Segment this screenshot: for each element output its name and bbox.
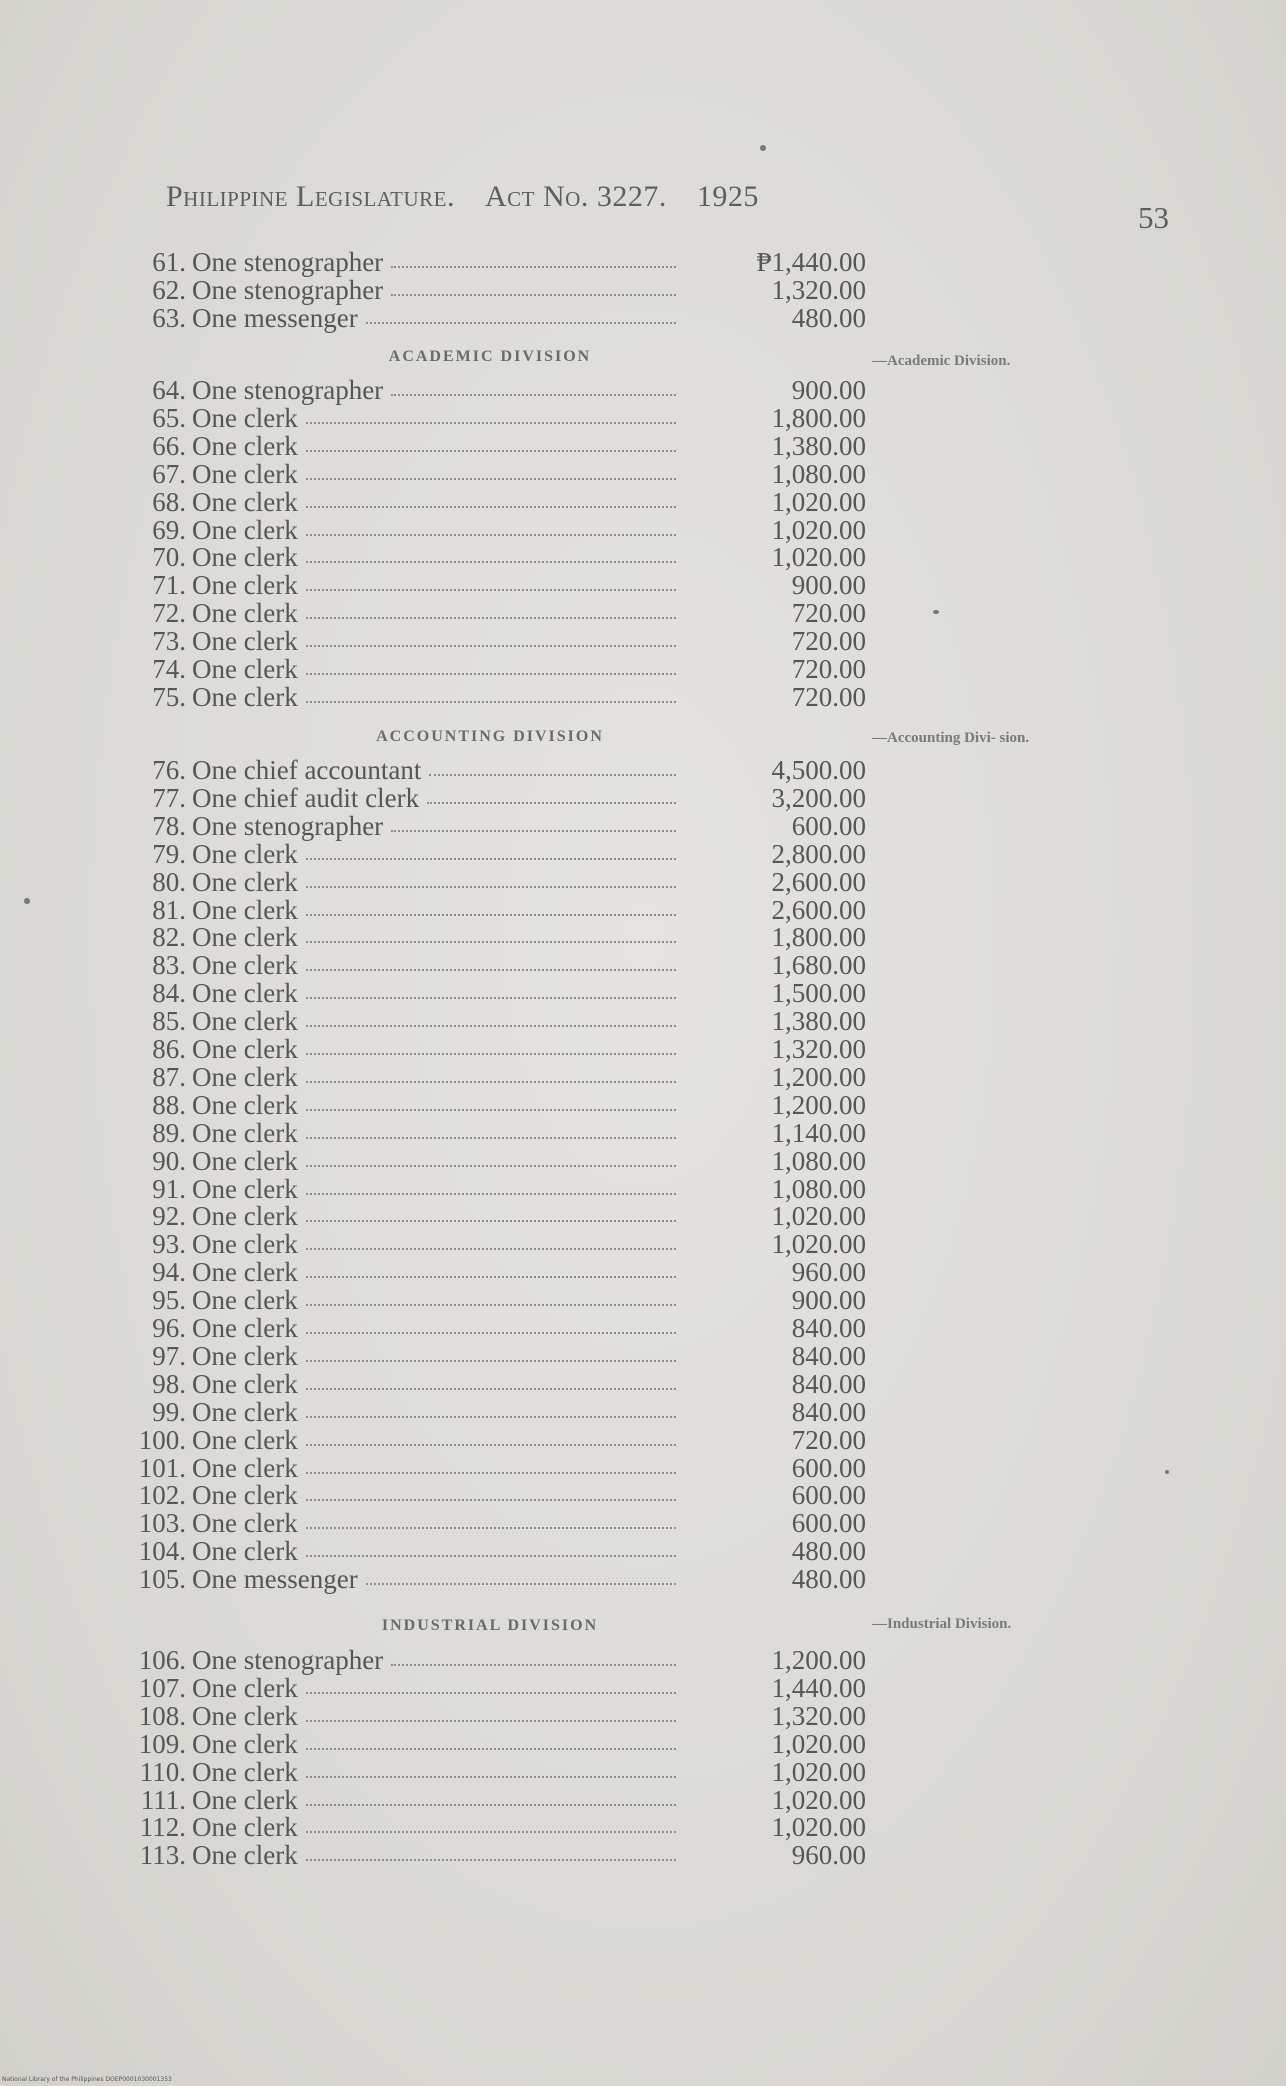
dot-leader (306, 422, 676, 424)
item-number: 98. (152, 1369, 186, 1399)
item-description: One chief audit clerk (192, 783, 420, 813)
dot-leader (306, 1527, 676, 1529)
item-description: One clerk (192, 431, 298, 461)
dot-leader (306, 1109, 676, 1111)
line-item (0, 1230, 900, 1258)
item-amount: 960.00 (791, 1840, 866, 1870)
header-year: 1925 (696, 180, 759, 213)
line-item (0, 516, 900, 544)
line-item (0, 1147, 900, 1175)
margin-note-industrial: —Industrial Division. (872, 1616, 1012, 1632)
item-number: 70. (152, 542, 186, 572)
item-description: One clerk (192, 1090, 298, 1120)
item-number: 83. (152, 950, 186, 980)
item-description: One clerk (192, 1369, 298, 1399)
dot-leader (306, 1748, 676, 1750)
item-amount: 480.00 (791, 303, 866, 333)
line-item (0, 1119, 900, 1147)
line-item (0, 1426, 900, 1454)
line-item (0, 655, 900, 683)
line-item (0, 1509, 900, 1537)
dot-leader (306, 1025, 676, 1027)
section-heading-accounting: ACCOUNTING DIVISION (376, 728, 604, 745)
line-item (0, 868, 900, 896)
item-amount: 1,020.00 (771, 1201, 866, 1231)
item-description: One messenger (192, 303, 358, 333)
item-number: 99. (152, 1397, 186, 1427)
item-description: One clerk (192, 682, 298, 712)
line-item (0, 599, 900, 627)
item-amount: 1,020.00 (771, 1729, 866, 1759)
item-amount: 840.00 (791, 1313, 866, 1343)
dot-leader (306, 1804, 676, 1806)
item-number: 87. (152, 1062, 186, 1092)
item-description: One clerk (192, 1425, 298, 1455)
item-description: One stenographer (192, 811, 384, 841)
line-item (0, 376, 900, 404)
dot-leader (306, 941, 676, 943)
line-item (0, 460, 900, 488)
item-amount: 720.00 (791, 682, 866, 712)
item-description: One clerk (192, 1146, 298, 1176)
line-item (0, 571, 900, 599)
item-description: One clerk (192, 1229, 298, 1259)
item-number: 63. (152, 303, 186, 333)
item-amount: 720.00 (791, 1425, 866, 1455)
item-description: One clerk (192, 515, 298, 545)
dot-leader (306, 589, 676, 591)
line-item (0, 1035, 900, 1063)
item-description: One clerk (192, 1118, 298, 1148)
line-item (0, 1702, 900, 1730)
line-item (0, 1646, 900, 1674)
item-number: 113. (139, 1840, 186, 1870)
item-description: One clerk (192, 1397, 298, 1427)
item-amount: 1,020.00 (771, 1229, 866, 1259)
line-item (0, 1370, 900, 1398)
item-number: 67. (152, 459, 186, 489)
item-description: One chief accountant (192, 755, 422, 785)
item-description: One clerk (192, 839, 298, 869)
dot-leader (306, 1165, 676, 1167)
dot-leader (306, 1193, 676, 1195)
line-item (0, 1454, 900, 1482)
item-amount: 1,380.00 (771, 1006, 866, 1036)
item-description: One clerk (192, 487, 298, 517)
item-amount: 900.00 (791, 375, 866, 405)
line-item (0, 404, 900, 432)
item-number: 112. (139, 1812, 186, 1842)
line-item (0, 1063, 900, 1091)
item-number: 91. (152, 1174, 186, 1204)
item-description: One clerk (192, 403, 298, 433)
line-item (0, 1565, 900, 1593)
dot-leader (306, 1276, 676, 1278)
item-amount: ₱1,440.00 (756, 247, 866, 277)
dot-leader (306, 969, 676, 971)
item-amount: 3,200.00 (771, 783, 866, 813)
dot-leader (306, 1081, 676, 1083)
item-description: One clerk (192, 1201, 298, 1231)
item-number: 82. (152, 922, 186, 952)
dot-leader (306, 701, 676, 703)
item-amount: 600.00 (791, 1480, 866, 1510)
margin-note-academic: —Academic Division. (872, 353, 1011, 369)
line-item (0, 1758, 900, 1786)
item-number: 73. (152, 626, 186, 656)
dust-speck (1165, 1470, 1169, 1474)
item-description: One clerk (192, 1062, 298, 1092)
item-amount: 900.00 (791, 1285, 866, 1315)
item-number: 101. (138, 1453, 186, 1483)
running-header (166, 180, 781, 214)
item-amount: 1,080.00 (771, 1174, 866, 1204)
dot-leader (306, 858, 676, 860)
item-description: One clerk (192, 1034, 298, 1064)
item-number: 111. (140, 1785, 186, 1815)
line-item (0, 896, 900, 924)
item-amount: 1,800.00 (771, 403, 866, 433)
item-amount: 1,200.00 (771, 1090, 866, 1120)
item-description: One clerk (192, 1508, 298, 1538)
item-amount: 840.00 (791, 1369, 866, 1399)
item-amount: 600.00 (791, 811, 866, 841)
line-item (0, 923, 900, 951)
item-number: 89. (152, 1118, 186, 1148)
item-description: One clerk (192, 1341, 298, 1371)
item-number: 104. (138, 1536, 186, 1566)
dot-leader (306, 1776, 676, 1778)
item-description: One clerk (192, 1812, 298, 1842)
scan-footer-tag: National Library of the Philippines DOEP0001030001353 (2, 2076, 172, 2083)
dot-leader (306, 1472, 676, 1474)
dot-leader (306, 534, 676, 536)
item-number: 79. (152, 839, 186, 869)
line-item (0, 1786, 900, 1814)
item-amount: 1,320.00 (771, 1701, 866, 1731)
dot-leader (391, 294, 676, 296)
dot-leader (306, 1555, 676, 1557)
dust-speck (933, 610, 939, 614)
item-description: One clerk (192, 1453, 298, 1483)
item-description: One clerk (192, 1840, 298, 1870)
item-description: One clerk (192, 922, 298, 952)
item-description: One clerk (192, 1673, 298, 1703)
item-number: 103. (138, 1508, 186, 1538)
dot-leader (306, 1332, 676, 1334)
item-number: 92. (152, 1201, 186, 1231)
item-amount: 1,320.00 (771, 1034, 866, 1064)
item-number: 100. (138, 1425, 186, 1455)
dot-leader (306, 645, 676, 647)
item-number: 95. (152, 1285, 186, 1315)
item-number: 65. (152, 403, 186, 433)
dot-leader (306, 1137, 676, 1139)
header-legislature: Philippine Legislature. (166, 180, 455, 213)
line-item (0, 756, 900, 784)
item-description: One clerk (192, 1480, 298, 1510)
item-number: 68. (152, 487, 186, 517)
item-number: 77. (152, 783, 186, 813)
item-number: 86. (152, 1034, 186, 1064)
item-number: 105. (138, 1564, 186, 1594)
item-amount: 900.00 (791, 570, 866, 600)
dot-leader (306, 1859, 676, 1861)
item-description: One clerk (192, 1313, 298, 1343)
line-item (0, 248, 900, 276)
item-description: One clerk (192, 459, 298, 489)
dot-leader (429, 774, 676, 776)
line-item (0, 1813, 900, 1841)
dot-leader (366, 322, 676, 324)
line-item (0, 1314, 900, 1342)
item-amount: 1,020.00 (771, 542, 866, 572)
item-description: One clerk (192, 1174, 298, 1204)
item-number: 97. (152, 1341, 186, 1371)
item-number: 84. (152, 978, 186, 1008)
item-number: 90. (152, 1146, 186, 1176)
item-number: 110. (139, 1757, 186, 1787)
line-item (0, 1202, 900, 1230)
dot-leader (427, 802, 676, 804)
item-number: 61. (152, 247, 186, 277)
dot-leader (306, 1416, 676, 1418)
line-item (0, 812, 900, 840)
item-amount: 2,800.00 (771, 839, 866, 869)
dot-leader (306, 1053, 676, 1055)
item-amount: 480.00 (791, 1536, 866, 1566)
item-amount: 1,200.00 (771, 1645, 866, 1675)
line-item (0, 683, 900, 711)
item-description: One clerk (192, 895, 298, 925)
item-amount: 1,020.00 (771, 487, 866, 517)
line-item (0, 1286, 900, 1314)
item-description: One clerk (192, 1257, 298, 1287)
page-number: 53 (1138, 200, 1169, 235)
dust-speck (760, 145, 766, 151)
line-item (0, 979, 900, 1007)
item-description: One clerk (192, 1701, 298, 1731)
item-number: 78. (152, 811, 186, 841)
item-amount: 1,020.00 (771, 515, 866, 545)
dot-leader (306, 450, 676, 452)
line-item (0, 432, 900, 460)
dot-leader (391, 394, 676, 396)
item-number: 62. (152, 275, 186, 305)
dot-leader (306, 1499, 676, 1501)
line-item (0, 784, 900, 812)
item-number: 96. (152, 1313, 186, 1343)
item-amount: 480.00 (791, 1564, 866, 1594)
item-amount: 1,140.00 (771, 1118, 866, 1148)
item-amount: 2,600.00 (771, 895, 866, 925)
item-description: One messenger (192, 1564, 358, 1594)
item-description: One clerk (192, 570, 298, 600)
dot-leader (306, 617, 676, 619)
item-number: 85. (152, 1006, 186, 1036)
item-amount: 1,020.00 (771, 1757, 866, 1787)
item-amount: 1,020.00 (771, 1812, 866, 1842)
item-amount: 1,680.00 (771, 950, 866, 980)
item-description: One clerk (192, 1729, 298, 1759)
item-description: One clerk (192, 626, 298, 656)
item-amount: 720.00 (791, 626, 866, 656)
dot-leader (306, 1220, 676, 1222)
dot-leader (306, 561, 676, 563)
line-item (0, 304, 900, 332)
item-description: One clerk (192, 598, 298, 628)
item-amount: 1,020.00 (771, 1785, 866, 1815)
item-number: 75. (152, 682, 186, 712)
dot-leader (306, 478, 676, 480)
dot-leader (306, 506, 676, 508)
item-amount: 2,600.00 (771, 867, 866, 897)
item-amount: 960.00 (791, 1257, 866, 1287)
item-description: One clerk (192, 1785, 298, 1815)
item-description: One stenographer (192, 375, 384, 405)
line-item (0, 1175, 900, 1203)
line-item (0, 488, 900, 516)
line-item (0, 543, 900, 571)
item-description: One clerk (192, 542, 298, 572)
item-description: One stenographer (192, 275, 384, 305)
item-number: 109. (138, 1729, 186, 1759)
dot-leader (306, 914, 676, 916)
line-item (0, 1398, 900, 1426)
dot-leader (306, 886, 676, 888)
item-amount: 1,440.00 (771, 1673, 866, 1703)
line-item (0, 1730, 900, 1758)
item-number: 93. (152, 1229, 186, 1259)
dot-leader (391, 1664, 676, 1666)
dot-leader (306, 1304, 676, 1306)
item-amount: 4,500.00 (771, 755, 866, 785)
margin-note-accounting: —Accounting Divi- sion. (872, 730, 1030, 746)
item-description: One stenographer (192, 1645, 384, 1675)
dot-leader (306, 1444, 676, 1446)
dot-leader (306, 1360, 676, 1362)
item-description: One clerk (192, 1285, 298, 1315)
item-amount: 1,320.00 (771, 275, 866, 305)
dust-speck (24, 898, 30, 904)
dot-leader (306, 997, 676, 999)
line-item (0, 1537, 900, 1565)
item-number: 69. (152, 515, 186, 545)
line-item (0, 1841, 900, 1869)
line-item (0, 1007, 900, 1035)
item-amount: 720.00 (791, 654, 866, 684)
dot-leader (306, 673, 676, 675)
item-number: 107. (138, 1673, 186, 1703)
section-heading-industrial: INDUSTRIAL DIVISION (381, 1617, 599, 1634)
item-description: One clerk (192, 1536, 298, 1566)
item-number: 66. (152, 431, 186, 461)
item-amount: 1,200.00 (771, 1062, 866, 1092)
item-amount: 600.00 (791, 1453, 866, 1483)
dot-leader (391, 266, 676, 268)
line-item (0, 1481, 900, 1509)
item-amount: 1,800.00 (771, 922, 866, 952)
dot-leader (306, 1831, 676, 1833)
item-description: One stenographer (192, 247, 384, 277)
item-amount: 1,080.00 (771, 459, 866, 489)
item-number: 74. (152, 654, 186, 684)
dot-leader (306, 1720, 676, 1722)
item-description: One clerk (192, 978, 298, 1008)
item-number: 71. (152, 570, 186, 600)
line-item (0, 1258, 900, 1286)
item-number: 88. (152, 1090, 186, 1120)
line-item (0, 1674, 900, 1702)
item-number: 102. (138, 1480, 186, 1510)
line-item (0, 951, 900, 979)
dot-leader (306, 1388, 676, 1390)
header-act: Act No. 3227. (485, 180, 667, 213)
item-description: One clerk (192, 1006, 298, 1036)
item-amount: 840.00 (791, 1341, 866, 1371)
line-item (0, 1091, 900, 1119)
item-number: 94. (152, 1257, 186, 1287)
dot-leader (366, 1583, 676, 1585)
item-number: 108. (138, 1701, 186, 1731)
item-number: 81. (152, 895, 186, 925)
item-number: 106. (138, 1645, 186, 1675)
line-item (0, 1342, 900, 1370)
dot-leader (306, 1248, 676, 1250)
item-number: 64. (152, 375, 186, 405)
item-number: 72. (152, 598, 186, 628)
item-description: One clerk (192, 867, 298, 897)
item-amount: 840.00 (791, 1397, 866, 1427)
item-description: One clerk (192, 654, 298, 684)
item-amount: 720.00 (791, 598, 866, 628)
dot-leader (306, 1692, 676, 1694)
section-heading-academic: ACADEMIC DIVISION (388, 348, 592, 365)
item-amount: 1,080.00 (771, 1146, 866, 1176)
item-number: 80. (152, 867, 186, 897)
line-item (0, 276, 900, 304)
item-description: One clerk (192, 950, 298, 980)
line-item (0, 627, 900, 655)
dot-leader (391, 830, 676, 832)
line-item (0, 840, 900, 868)
item-amount: 1,380.00 (771, 431, 866, 461)
item-amount: 600.00 (791, 1508, 866, 1538)
item-amount: 1,500.00 (771, 978, 866, 1008)
item-number: 76. (152, 755, 186, 785)
item-description: One clerk (192, 1757, 298, 1787)
